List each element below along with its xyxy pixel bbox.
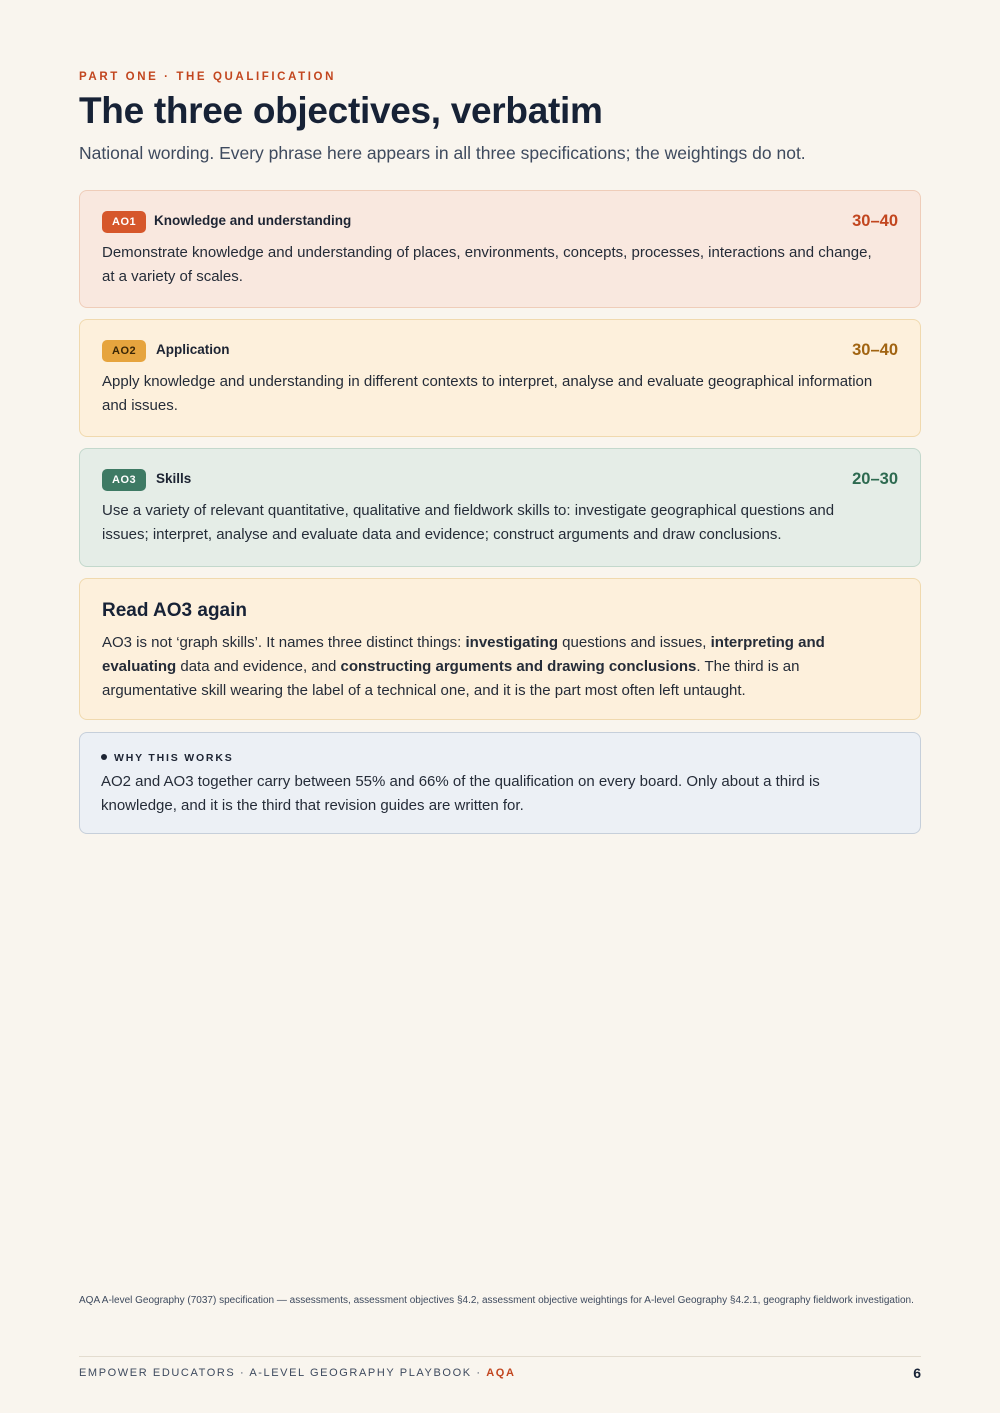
page-number: 6 (913, 1365, 921, 1381)
board-name: AQA (486, 1367, 516, 1379)
page-title: The three objectives, verbatim (79, 90, 603, 131)
ao1-badge: AO1 (102, 211, 146, 233)
ao3-description: Use a variety of relevant quantitative, qualitative and fieldwork skills to: investigate geographical questions and issues; interpret, analyse and evaluate data and evidence; construct arguments and draw conclusions. (102, 502, 835, 543)
page-subtitle: National wording. Every phrase here appears in all three specifications; the weightings do not. (79, 143, 806, 163)
why-label: WHY THIS WORKS (101, 752, 234, 764)
ao3-title: Skills (156, 471, 192, 486)
source-citation: AQA A-level Geography (7037) specification — assessments, assessment objectives §4.2, assessment objective weightings for A-level Geography §4.2.1, geography fieldwork investigation. (79, 1295, 914, 1306)
running-footer: EMPOWER EDUCATORS · A-LEVEL GEOGRAPHY PLAYBOOK · AQA (79, 1367, 516, 1379)
ao3-badge: AO3 (102, 469, 146, 491)
ao3-card (79, 448, 921, 567)
why-this-works-box (79, 732, 921, 834)
why-text: AO2 and AO3 together carry between 55% and 66% of the qualification on every board. Only about a third is knowledge, and it is the third that revision guides are written for. (101, 773, 820, 814)
section-eyebrow: PART ONE · THE QUALIFICATION (79, 71, 337, 83)
callout-body: AO3 is not ‘graph skills’. It names three distinct things: investigating questions and issues, interpreting and evaluating data and evidence, and constructing arguments and drawing conclusions. The third is an argumentative skill wearing the label of a technical one, and it is the part most often left untaught. (102, 634, 825, 699)
footer-divider (79, 1356, 921, 1357)
emphasis-constructing: constructing arguments and drawing conclusions (340, 658, 697, 675)
ao1-description: Demonstrate knowledge and understanding of places, environments, concepts, processes, interactions and change, at a variety of scales. (102, 244, 872, 285)
ao2-card (79, 319, 921, 437)
bullet-dot-icon (101, 754, 107, 760)
read-ao3-callout (79, 578, 921, 720)
emphasis-interpreting: interpreting and evaluating (102, 634, 825, 675)
ao3-weighting: 20–30 (852, 470, 898, 488)
ao2-title: Application (156, 342, 230, 357)
callout-heading: Read AO3 again (102, 600, 248, 621)
emphasis-investigating: investigating (465, 634, 559, 651)
ao2-badge: AO2 (102, 340, 146, 362)
ao1-title: Knowledge and understanding (154, 213, 352, 228)
ao1-card (79, 190, 921, 308)
ao2-weighting: 30–40 (852, 341, 898, 359)
ao1-weighting: 30–40 (852, 212, 898, 230)
ao2-description: Apply knowledge and understanding in different contexts to interpret, analyse and evaluate geographical information and issues. (102, 373, 873, 414)
